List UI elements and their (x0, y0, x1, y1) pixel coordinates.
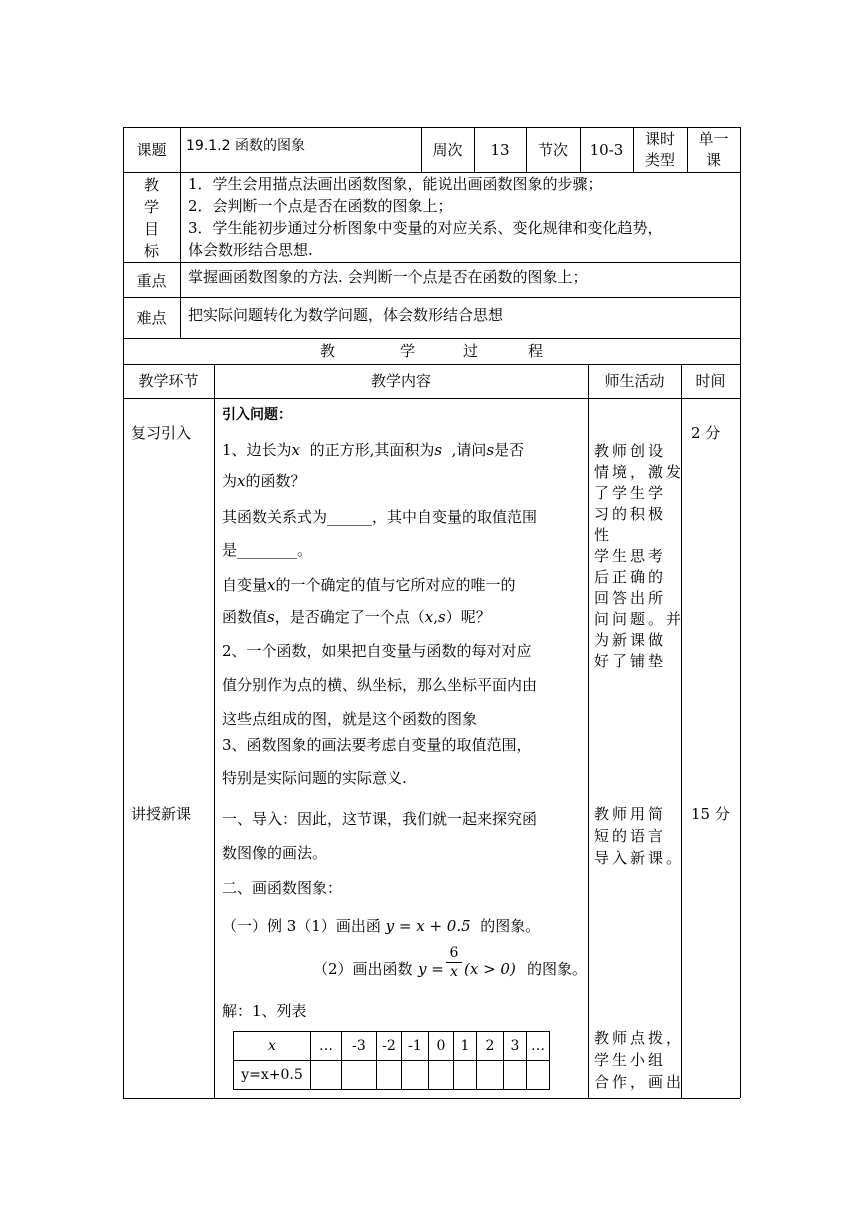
activity-line: 学生小组 (594, 1051, 667, 1069)
course-title: 19.1.2 函数的图象 (186, 138, 305, 154)
solution-label: 解：1、列表 (222, 1002, 307, 1020)
activity-line: 情境，激发 (594, 463, 685, 481)
table-cell: 0 (429, 1032, 454, 1061)
time-review: 2 分 (691, 424, 721, 442)
key-point-label: 重点 (136, 272, 167, 290)
table-cell: 1 (454, 1032, 477, 1061)
table-cell (377, 1061, 402, 1090)
week-value: 13 (490, 141, 510, 159)
fraction-denominator: x (450, 964, 458, 980)
objective-line: 体会数形结合思想. (188, 241, 313, 259)
method-line-2: 特别是实际问题的实际意义. (222, 769, 407, 787)
activity-line: 习的积极 (594, 505, 667, 523)
table-cell: x (234, 1032, 311, 1061)
activity-block-1 (594, 441, 684, 672)
table-cell: -1 (402, 1032, 429, 1061)
activity-line: 好了铺垫 (594, 652, 667, 670)
definition-line-1: 2、一个函数，如果把自变量与函数的每对对应 (222, 642, 532, 660)
objectives-label-char: 标 (143, 242, 159, 260)
table-cell (504, 1061, 527, 1090)
table-cell (342, 1061, 377, 1090)
table-cell (311, 1061, 342, 1090)
question-line-3: 其函数关系式为______，其中自变量的取值范围 (222, 508, 538, 526)
lead-in-line-2: 数图像的画法。 (222, 844, 328, 862)
objective-line: 3．学生能初步通过分析图象中变量的对应关系、变化规律和变化趋势， (188, 219, 663, 237)
activity-line: 教师用简 (594, 805, 667, 823)
question-line-4: 是________。 (222, 541, 313, 559)
table-cell: -2 (377, 1032, 402, 1061)
activity-line: 后正确的 (594, 568, 667, 586)
column-header-time: 时间 (695, 372, 726, 390)
table-row (234, 1032, 550, 1061)
column-header-stage: 教学环节 (138, 372, 199, 390)
objectives-label-char: 教 (143, 176, 159, 194)
definition-line-3: 这些点组成的图，就是这个函数的图象 (222, 710, 478, 728)
activity-line: 回答出所 (594, 589, 667, 607)
section-label: 节次 (537, 141, 568, 159)
fraction-numerator: 6 (449, 945, 459, 961)
process-title-char: 过 (463, 342, 479, 360)
table-cell: … (527, 1032, 550, 1061)
stage-new-lesson: 讲授新课 (131, 805, 192, 823)
table-cell (402, 1061, 429, 1090)
activity-block-3 (594, 1027, 684, 1093)
activity-line: 问问题。并 (594, 610, 685, 628)
question-line-1: 1、边长为x 的正方形,其面积为s ,请问s是否 (222, 441, 525, 459)
table-cell: -3 (342, 1032, 377, 1061)
column-header-activity: 师生活动 (604, 372, 665, 390)
activity-line: 为新课做 (594, 631, 667, 649)
lesson-type-label-line2: 类型 (644, 151, 675, 169)
objectives-label-char: 目 (143, 220, 159, 238)
process-title-char: 教 (320, 342, 336, 360)
method-line-1: 3、函数图象的画法要考虑自变量的取值范围， (222, 736, 532, 754)
week-label: 周次 (432, 141, 463, 159)
fraction-bar (446, 962, 462, 963)
activity-line: 了学生学 (594, 484, 667, 502)
objectives-label-char: 学 (143, 198, 159, 216)
table-cell: 3 (504, 1032, 527, 1061)
table-cell (527, 1061, 550, 1090)
definition-line-2: 值分别作为点的横、纵坐标，那么坐标平面内由 (222, 676, 538, 694)
example-2-label: （2）画出函数 (313, 960, 413, 978)
key-point-text: 掌握画函数图象的方法. 会判断一个点是否在函数的图象上； (188, 268, 588, 286)
question-line-2: 为x的函数？ (222, 472, 306, 490)
example-2-suffix: 的图象。 (527, 960, 588, 978)
lesson-type-value-line1: 单一 (698, 130, 729, 148)
activity-line: 教师点拨， (594, 1029, 685, 1047)
activity-line: 学生思考 (594, 547, 667, 565)
table-cell (454, 1061, 477, 1090)
activity-line: 教师创设 (594, 442, 667, 460)
activity-block-2 (594, 803, 684, 869)
table-cell (429, 1061, 454, 1090)
question-line-6: 函数值s，是否确定了一个点（x,s）呢？ (222, 608, 491, 626)
column-header-content: 教学内容 (370, 372, 431, 390)
table-cell (477, 1061, 504, 1090)
intro-heading: 引入问题： (222, 407, 292, 423)
example-2-condition: (x > 0) (464, 960, 516, 978)
time-new-lesson: 15 分 (691, 805, 730, 823)
question-line-5: 自变量x的一个确定的值与它所对应的唯一的 (222, 576, 516, 594)
table-cell: y=x+0.5 (234, 1061, 311, 1090)
lead-in-line-1: 一、导入：因此，这节课，我们就一起来探究函 (222, 810, 538, 828)
table-cell: 2 (477, 1032, 504, 1061)
section-value: 10-3 (589, 141, 624, 159)
value-table (233, 1031, 550, 1090)
course-label: 课题 (136, 141, 167, 159)
difficulty-label: 难点 (136, 309, 167, 327)
example-2-fraction (446, 945, 462, 980)
stage-review: 复习引入 (131, 424, 192, 442)
example-2-y: y = (418, 960, 444, 978)
draw-heading: 二、画函数图象： (222, 879, 343, 897)
process-title-char: 程 (528, 342, 544, 360)
difficulty-text: 把实际问题转化为数学问题，体会数形结合思想 (188, 306, 504, 324)
example-1: （一）例 3（1）画出函 y = x + 0.5 的图象。 (222, 917, 541, 935)
objective-line: 2．会判断一个点是否在函数的图象上； (188, 197, 453, 215)
objective-line: 1．学生会用描点法画出函数图象，能说出画函数图象的步骤； (188, 175, 603, 193)
activity-line: 短的语言 (594, 827, 667, 845)
activity-line: 合作，画出 (594, 1073, 685, 1091)
lesson-type-label-line1: 课时 (644, 130, 675, 148)
table-cell: … (311, 1032, 342, 1061)
process-title-char: 学 (400, 342, 416, 360)
table-row (234, 1061, 550, 1090)
activity-line: 导入新课。 (594, 849, 685, 867)
lesson-type-value-line2: 课 (705, 151, 721, 169)
activity-line: 性 (594, 526, 613, 544)
